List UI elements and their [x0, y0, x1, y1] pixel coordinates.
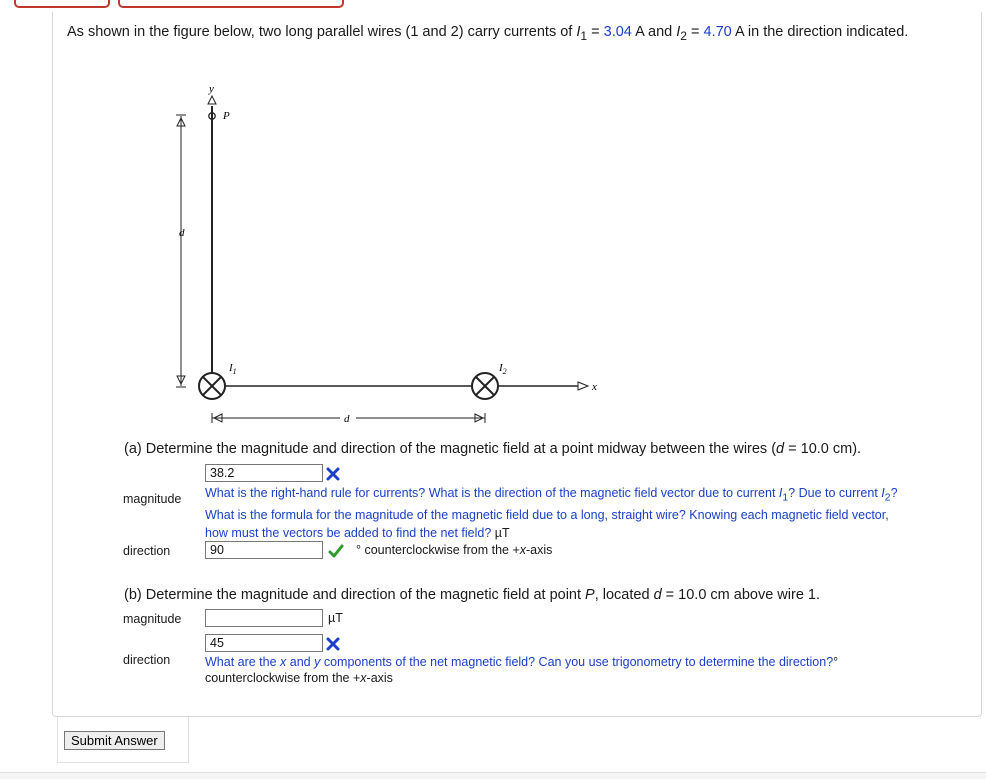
part-b-direction-incorrect-icon	[325, 636, 341, 652]
i1-value: 3.04	[603, 24, 632, 40]
wire-2-into-page-icon	[472, 373, 498, 399]
part-a-hint-line-2: What is the formula for the magnitude of the magnetic field due to a long, straight wire? Knowing each magnetic field vector,	[205, 508, 889, 522]
y-axis-label: y	[209, 83, 214, 95]
part-a-hint	[205, 485, 965, 542]
part-a-magnitude-unit: µT	[491, 525, 510, 540]
point-p-label: P	[223, 110, 230, 122]
part-b-direction-unit: counterclockwise from the +x-axis	[205, 671, 393, 685]
i2-value: 4.70	[703, 24, 732, 40]
x-axis-arrow	[578, 382, 588, 390]
d-label-vertical: d	[179, 227, 185, 239]
wires-figure	[160, 80, 610, 430]
part-a-magnitude-label: magnitude	[123, 492, 182, 506]
x-axis-label: x	[592, 381, 597, 393]
part-b-magnitude-input[interactable]	[205, 609, 323, 627]
question-intro: As shown in the figure below, two long parallel wires (1 and 2) carry currents of $I_1 = 3.04$ A and $I_2 = 4.70$ A in the direction indicated.	[67, 24, 909, 43]
part-b-magnitude-unit: µT	[328, 611, 343, 625]
d-label-horizontal: d	[344, 413, 350, 425]
part-b-hint: What are the x and y components of the net magnetic field? Can you use trigonometry to determine the direction?°	[205, 655, 839, 669]
part-a-hint-line-1: What is the right-hand rule for currents? What is the direction of the magnetic field vector due to current $I_1$? Due to current $I_2$?	[205, 486, 898, 504]
part-a-direction-unit: ° counterclockwise from the +x-axis	[356, 543, 553, 557]
part-b-direction-input[interactable]	[205, 634, 323, 652]
top-tab-left[interactable]	[14, 0, 110, 8]
y-axis-arrow	[208, 96, 216, 104]
part-a-heading: (a) Determine the magnitude and direction of the magnetic field at a point midway between the wires (d = 10.0 cm).	[124, 441, 862, 457]
part-a-hint-line-3: how must the vectors be added to find the net field? µT	[205, 525, 510, 540]
part-b-magnitude-label: magnitude	[123, 612, 182, 626]
top-tab-right[interactable]	[118, 0, 344, 8]
part-b-heading: (b) Determine the magnitude and direction of the magnetic field at point P, located d = 10.0 cm above wire 1.	[124, 587, 821, 603]
part-a-magnitude-incorrect-icon	[325, 466, 341, 482]
part-a-direction-correct-icon	[328, 543, 344, 559]
bottom-divider	[0, 772, 986, 779]
part-b-direction-label: direction	[123, 653, 171, 667]
wire-2-label: $I_2$	[499, 362, 507, 376]
part-a-direction-input[interactable]	[205, 541, 323, 559]
wire-1-label: $I_1$	[229, 362, 237, 376]
part-a-magnitude-input[interactable]	[205, 464, 323, 482]
submit-answer-button[interactable]: Submit Answer	[64, 731, 165, 750]
part-a-direction-label: direction	[123, 544, 171, 558]
wire-1-into-page-icon	[199, 373, 225, 399]
